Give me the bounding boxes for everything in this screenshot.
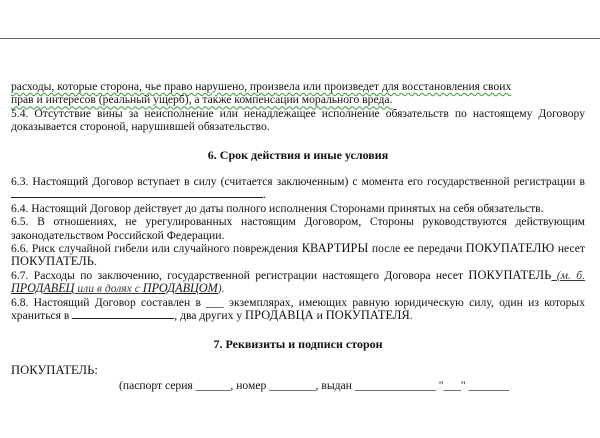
registration-blank-line[interactable] — [11, 188, 263, 198]
intro-line-2: прав и интересов (реальный ущерб), а также компенсации морального вреда. — [11, 93, 393, 107]
paragraph-6-6 — [11, 242, 585, 269]
document-page — [11, 80, 585, 393]
p6-6-text-a: 6.6. Риск случайной гибели или случайного повреждения — [11, 242, 302, 256]
p6-8-text-a: 6.8. Настоящий Договор составлен в ___ экземплярах, имеющих равную юридическую силу, один из которых храниться в — [11, 295, 585, 323]
p6-7-buyer: ПОКУПАТЕЛЬ — [468, 267, 552, 282]
p6-8-seller: ПРОДАВЦА — [245, 308, 314, 323]
paragraph-6-4: 6.4. Настоящий Договор действует до даты полного исполнения Сторонами принятых на себя обязательств. — [11, 201, 544, 215]
p6-7-note-with-seller: ПРОДАВЦОМ — [142, 281, 218, 296]
p6-8-buyer: ПОКУПАТЕЛЯ — [325, 308, 410, 323]
p6-8-text-b: , два других у — [174, 309, 246, 323]
p6-6-text-c: несет — [554, 242, 585, 256]
intro-line-1: расходы, которые сторона, чье право нарушено, произвела или произведет для восстановления своих — [11, 80, 512, 93]
p6-7-note-end: ). — [217, 282, 225, 296]
section-7-heading: 7. Реквизиты и подписи сторон — [213, 336, 383, 351]
buyer-label: ПОКУПАТЕЛЬ: — [11, 362, 98, 377]
p6-6-text-b: после ее передачи — [368, 242, 466, 256]
section-6-heading: 6. Срок действия и иные условия — [207, 147, 389, 162]
page-top-border — [0, 38, 600, 39]
p6-6-buyer: ПОКУПАТЕЛЬ — [11, 254, 94, 269]
p6-7-note-seller: ПРОДАВЕЦ — [11, 281, 75, 296]
paragraph-6-8 — [11, 296, 585, 323]
passport-line: (паспорт серия ______, номер ________, выдан ______________ "___" _______ — [119, 379, 510, 393]
paragraph-intro — [11, 80, 585, 107]
paragraph-5-4: 5.4. Отсутствие вины за неисполнение или ненадлежащее исполнение обязательств по настоящему Договору доказывается стороной, нарушившей обязательство. — [11, 106, 585, 134]
p6-7-text: 6.7. Расходы по заключению, государственной регистрации настоящего Договора несет — [11, 268, 469, 282]
p6-6-apartment: КВАРТИРЫ — [301, 241, 369, 256]
p6-7-note-b: или в долях с — [74, 282, 143, 296]
p6-8-text-c: и — [313, 309, 326, 323]
p6-6-end: . — [93, 255, 97, 269]
paragraph-6-3 — [11, 175, 585, 202]
paragraph-6-7 — [11, 269, 585, 296]
storage-blank-line[interactable] — [72, 309, 174, 319]
p6-8-end: . — [409, 309, 413, 323]
p6-6-buyer-dative: ПОКУПАТЕЛЮ — [465, 241, 555, 256]
p6-3-text: 6.3. Настоящий Договор вступает в силу (считается заключенным) с момента его государственной регистрации в — [11, 175, 585, 189]
paragraph-6-5: 6.5. В отношениях, не урегулированных настоящим Договором, Стороны руководствуются действующим законодательством Российской Федерации. — [11, 215, 585, 242]
p6-7-note-a: (м. б. — [551, 268, 586, 282]
p6-3-end: . — [263, 188, 266, 202]
